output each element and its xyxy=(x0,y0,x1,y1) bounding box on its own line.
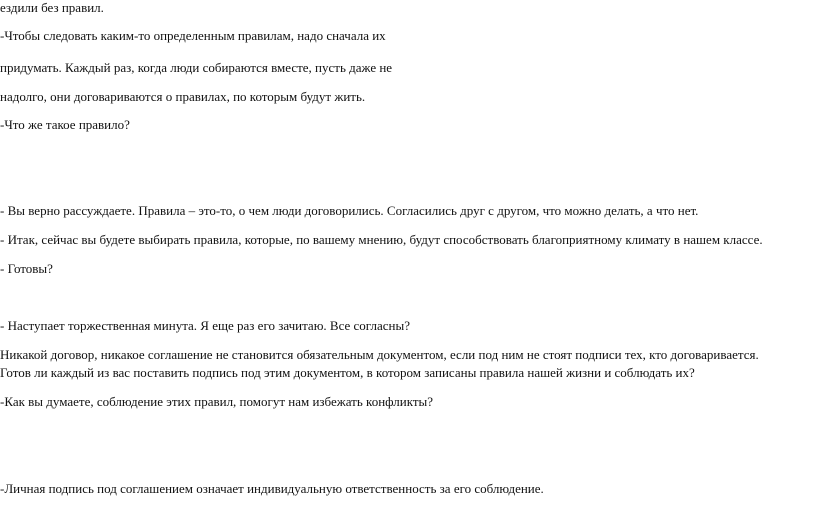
text-line-7: - Итак, сейчас вы будете выбирать правила, которые, по вашему мнению, будут способствовать благоприятному климату в нашем классе. xyxy=(0,232,763,247)
text-line-11: Готов ли каждый из вас поставить подпись под этим документом, в котором записаны правила нашей жизни и соблюдать их? xyxy=(0,365,695,380)
text-line-12: -Как вы думаете, соблюдение этих правил, помогут нам избежать конфликты? xyxy=(0,394,434,409)
text-line-4: надолго, они договариваются о правилах, по которым будут жить. xyxy=(0,89,366,104)
text-line-2: -Чтобы следовать каким-то определенным правилам, надо сначала их xyxy=(0,28,386,43)
text-line-6: - Вы верно рассуждаете. Правила – это-то, о чем люди договорились. Согласились друг с другом, что можно делать, а что нет. xyxy=(0,203,699,218)
text-line-1: ездили без правил. xyxy=(0,0,104,15)
text-line-13: -Личная подпись под соглашением означает индивидуальную ответственность за его соблюдение. xyxy=(0,481,544,496)
text-line-3: придумать. Каждый раз, когда люди собираются вместе, пусть даже не xyxy=(0,60,393,75)
text-line-10: Никакой договор, никакое соглашение не становится обязательным документом, если под ним не стоят подписи тех, кто договаривается. xyxy=(0,347,759,362)
text-line-5: -Что же такое правило? xyxy=(0,117,130,132)
text-line-8: - Готовы? xyxy=(0,261,53,276)
text-line-9: - Наступает торжественная минута. Я еще раз его зачитаю. Все согласны? xyxy=(0,318,410,333)
